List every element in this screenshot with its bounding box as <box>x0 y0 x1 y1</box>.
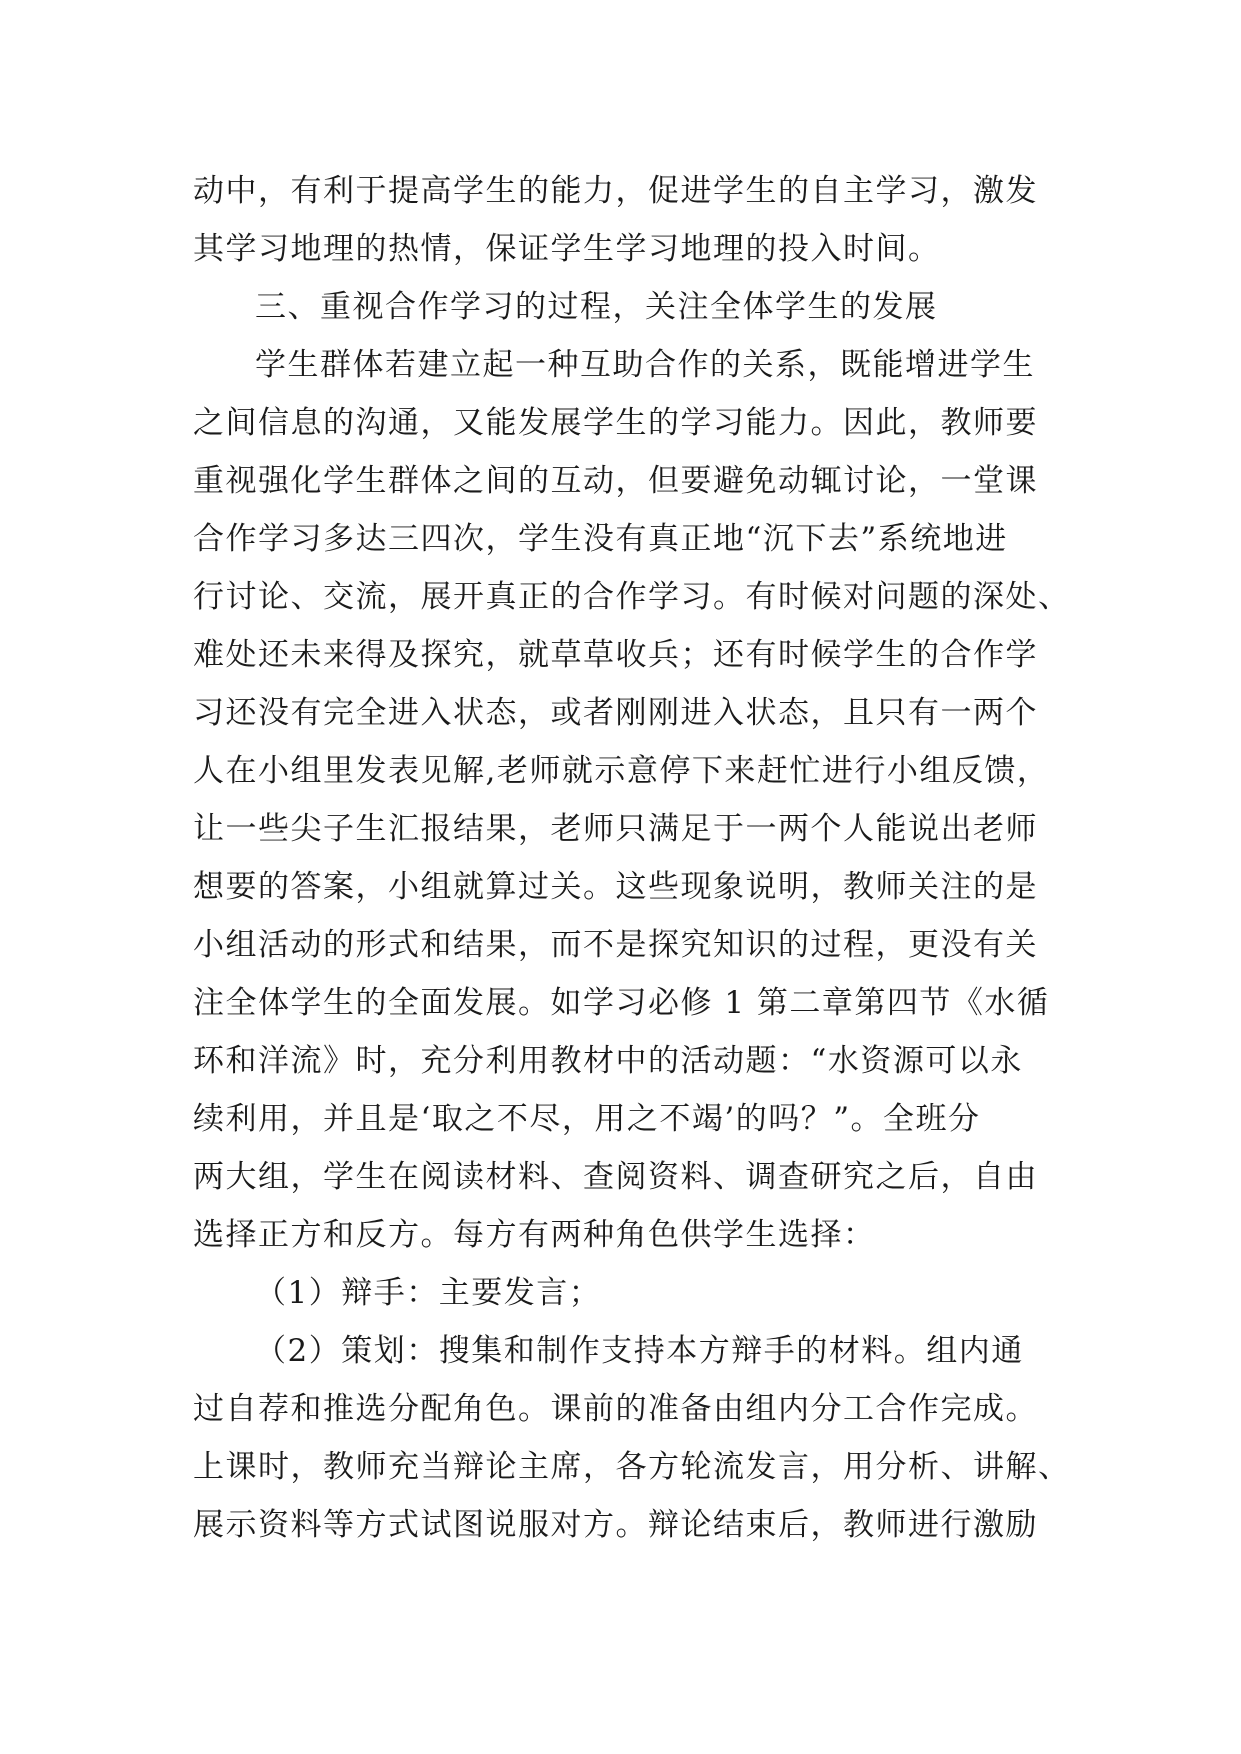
text-line: 人在小组里发表见解,老师就示意停下来赶忙进行小组反馈， <box>193 753 1050 789</box>
text-line: 学生群体若建立起一种互助合作的关系，既能增进学生 <box>255 347 1035 383</box>
text-line: 行讨论、交流，展开真正的合作学习。有时候对问题的深处、 <box>193 579 1071 615</box>
text-line: 合作学习多达三四次，学生没有真正地“沉下去”系统地进 <box>193 521 1008 557</box>
text-line: 展示资料等方式试图说服对方。辩论结束后，教师进行激励 <box>193 1507 1038 1543</box>
text-line: 之间信息的沟通，又能发展学生的学习能力。因此，教师要 <box>193 405 1038 441</box>
text-line: 环和洋流》时，充分利用教材中的活动题：“水资源可以永 <box>193 1043 1023 1079</box>
text-line: 注全体学生的全面发展。如学习必修 1 第二章第四节《水循 <box>193 985 1050 1021</box>
body-text <box>193 162 1071 1554</box>
text-line: 过自荐和推选分配角色。课前的准备由组内分工合作完成。 <box>193 1391 1038 1427</box>
text-line: 习还没有完全进入状态，或者刚刚进入状态，且只有一两个 <box>193 695 1038 731</box>
text-line: 选择正方和反方。每方有两种角色供学生选择： <box>193 1217 876 1253</box>
text-line: 小组活动的形式和结果，而不是探究知识的过程，更没有关 <box>193 927 1038 963</box>
text-line: 让一些尖子生汇报结果，老师只满足于一两个人能说出老师 <box>193 811 1038 847</box>
list-item: （2）策划：搜集和制作支持本方辩手的材料。组内通 <box>255 1333 1024 1369</box>
text-line: 想要的答案，小组就算过关。这些现象说明，教师关注的是 <box>193 869 1038 905</box>
text-line: 其学习地理的热情，保证学生学习地理的投入时间。 <box>193 231 941 267</box>
section-heading: 三、重视合作学习的过程，关注全体学生的发展 <box>255 289 938 325</box>
text-line: 上课时，教师充当辩论主席，各方轮流发言，用分析、讲解、 <box>193 1449 1071 1485</box>
text-line: 难处还未来得及探究，就草草收兵；还有时候学生的合作学 <box>193 637 1038 673</box>
text-line: 续利用，并且是‘取之不尽，用之不竭’的吗？”。全班分 <box>193 1101 981 1137</box>
text-line: 动中，有利于提高学生的能力，促进学生的自主学习，激发 <box>193 173 1038 209</box>
list-item: （1）辩手：主要发言； <box>255 1275 602 1311</box>
text-line: 两大组，学生在阅读材料、查阅资料、调查研究之后，自由 <box>193 1159 1038 1195</box>
text-line: 重视强化学生群体之间的互动，但要避免动辄讨论，一堂课 <box>193 463 1038 499</box>
